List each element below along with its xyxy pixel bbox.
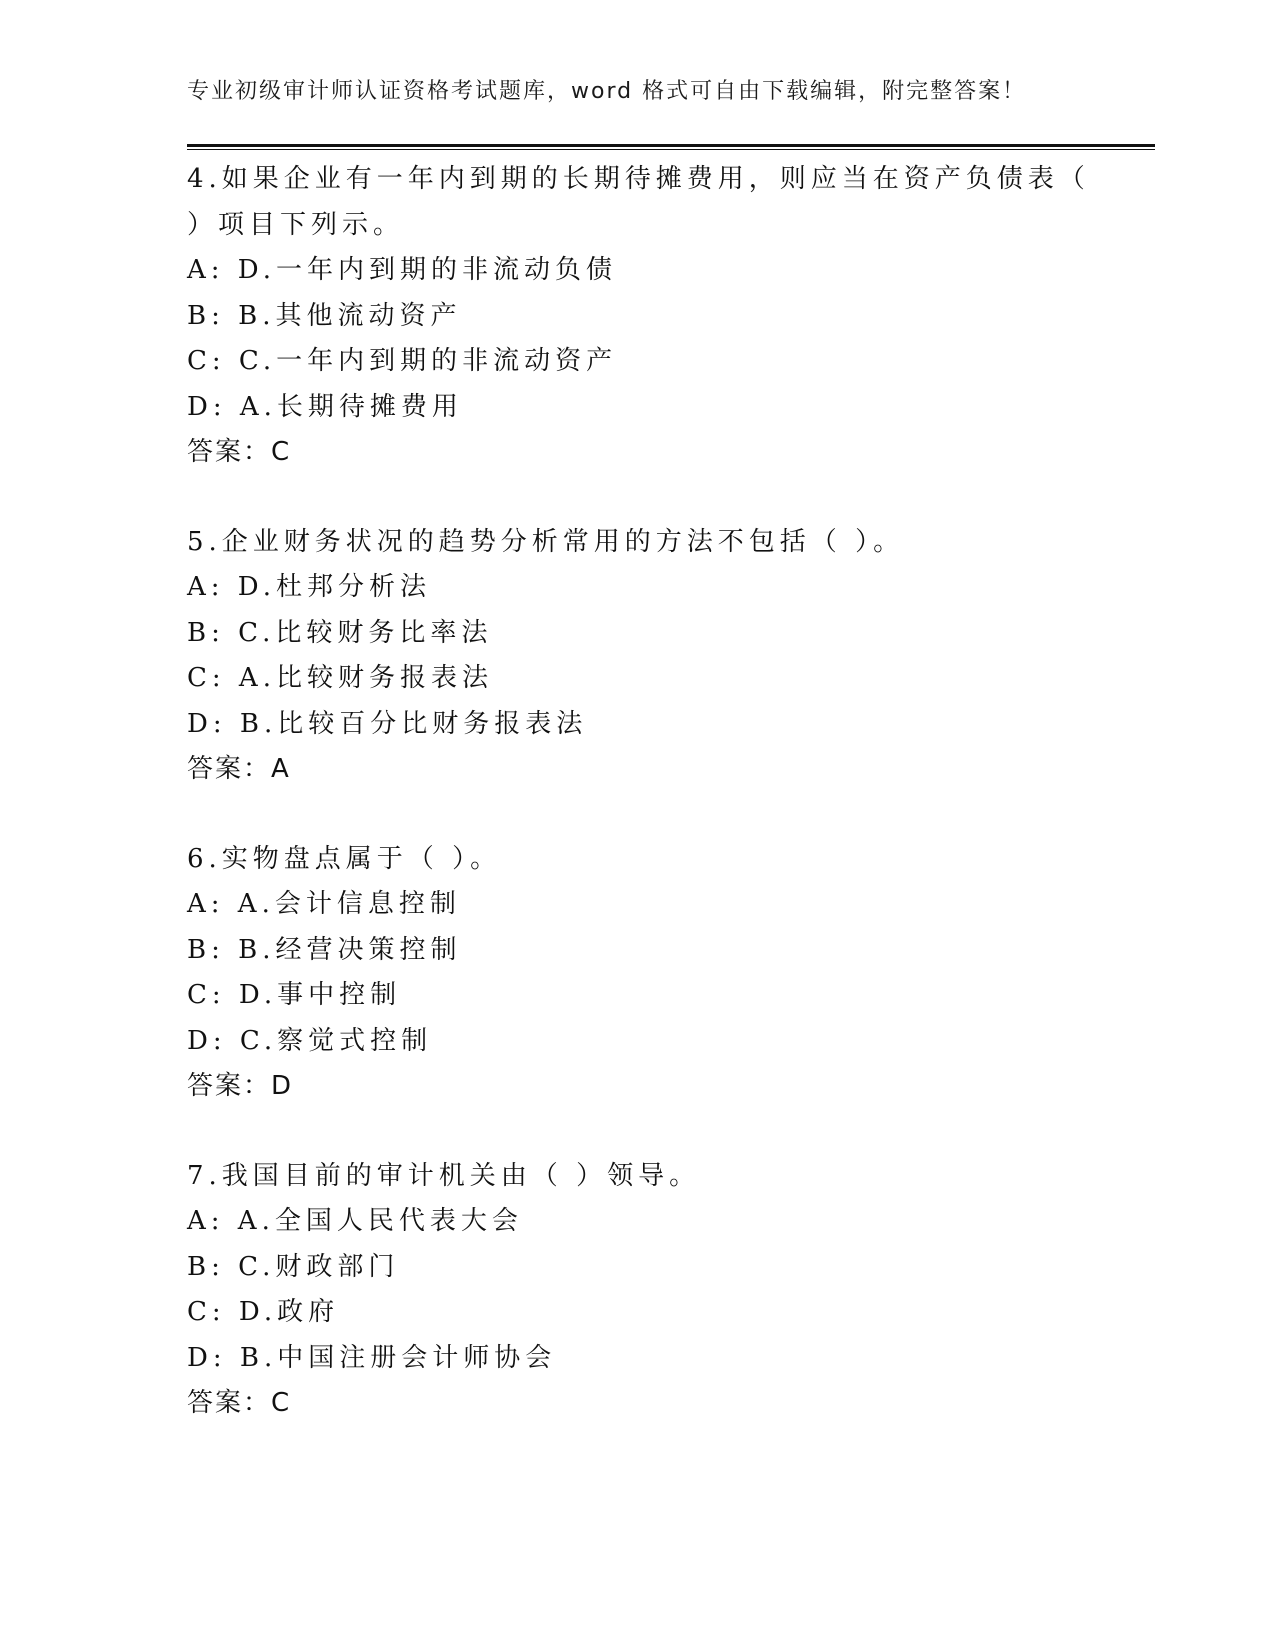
option-d: D: A.长期待摊费用: [187, 391, 463, 422]
option-b: B: C.财政部门: [187, 1251, 400, 1282]
option-d: D: B.中国注册会计师协会: [187, 1342, 557, 1373]
option-a: A: A.会计信息控制: [187, 889, 461, 919]
option-b: B: B.其他流动资产: [187, 300, 462, 331]
question-list: [187, 157, 1090, 1471]
question-stem: 4.如果企业有一年内到期的长期待摊费用，则应当在资产负债表（: [187, 164, 1090, 194]
option-d: D: C.察觉式控制: [187, 1025, 433, 1056]
header-rule-thin: [187, 149, 1155, 150]
question-5: [187, 520, 1087, 793]
option-d: D: B.比较百分比财务报表法: [187, 708, 588, 739]
option-b: B: C.比较财务比率法: [187, 617, 493, 648]
question-stem: 7.我国目前的审计机关由（ ）领导。: [187, 1160, 701, 1191]
option-c: C: D.政府: [187, 1297, 340, 1327]
header-rule: [187, 144, 1155, 150]
option-c: C: C.一年内到期的非流动资产: [187, 346, 618, 376]
question-stem: 5.企业财务状况的趋势分析常用的方法不包括（ ）。: [187, 526, 905, 557]
answer: 答案：D: [187, 1071, 294, 1101]
answer: 答案：A: [187, 754, 291, 784]
question-7: [187, 1154, 1087, 1427]
option-a: A: D.杜邦分析法: [187, 572, 431, 602]
option-c: C: D.事中控制: [187, 980, 402, 1010]
option-a: A: D.一年内到期的非流动负债: [187, 255, 617, 285]
answer: 答案：C: [187, 1388, 292, 1418]
question-6: [187, 837, 1087, 1110]
option-c: C: A.比较财务报表法: [187, 663, 493, 693]
header-rule-thick: [187, 144, 1155, 147]
question-stem: 6.实物盘点属于（ ）。: [187, 843, 502, 874]
option-b: B: B.经营决策控制: [187, 934, 462, 965]
answer: 答案：C: [187, 437, 292, 467]
question-4: [187, 157, 1090, 476]
question-stem: ）项目下列示。: [187, 209, 405, 240]
option-a: A: A.全国人民代表大会: [187, 1206, 523, 1236]
page-header: 专业初级审计师认证资格考试题库，word 格式可自由下载编辑，附完整答案！: [187, 79, 1027, 104]
